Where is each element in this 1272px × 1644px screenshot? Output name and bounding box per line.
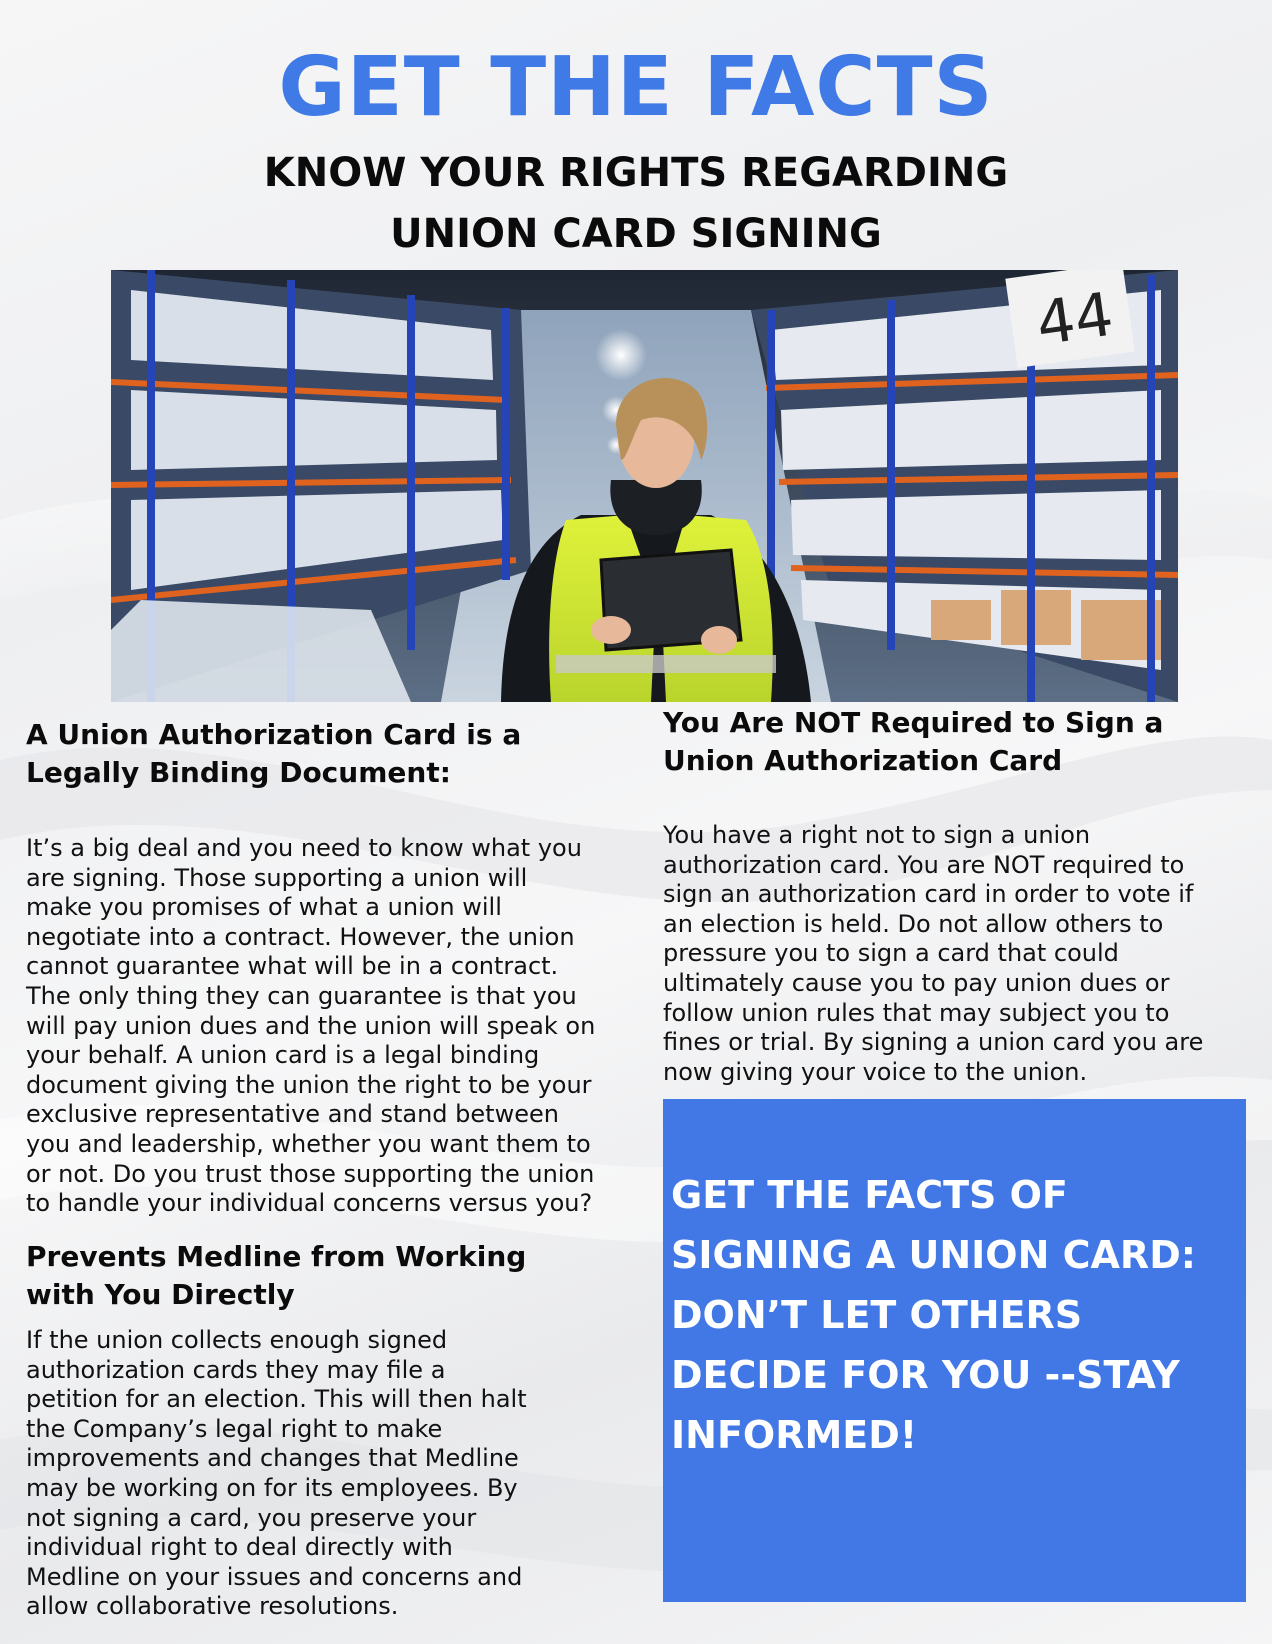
section-body-prevents-working-directly: If the union collects enough signed authorization cards they may file a petition for an election. This will then halt the Company’s legal right to make improvements and changes that Medline may be working on for its employees. By not signing a card, you preserve your individual right to deal directly with Medline on your issues and concerns and allow collaborative resolutions.	[26, 1326, 527, 1621]
section-heading-legally-binding: A Union Authorization Card is a Legally Binding Document:	[26, 718, 522, 789]
subtitle	[0, 143, 1272, 265]
callout-text: GET THE FACTS OF SIGNING A UNION CARD: DON’T LET OTHERS DECIDE FOR YOU --STAY INFORMED!	[671, 1173, 1196, 1457]
main-title: GET THE FACTS	[278, 40, 994, 135]
section-heading-not-required: You Are NOT Required to Sign a Union Authorization Card	[663, 706, 1164, 777]
callout-box	[663, 1099, 1246, 1602]
aisle-sign-number: 44	[1032, 279, 1118, 360]
subtitle-text: KNOW YOUR RIGHTS REGARDING UNION CARD SIGNING	[263, 150, 1009, 257]
section-body-not-required: You have a right not to sign a union authorization card. You are NOT required to sign an authorization card in order to vote if an election is held. Do not allow others to pressure you to sign a card that could ultimately cause you to pay union dues or follow union rules that may subject you to fines or trial. By signing a union card you are now giving your voice to the union.	[663, 821, 1204, 1086]
hero-image-warehouse-worker	[111, 270, 1178, 702]
section-body-legally-binding: It’s a big deal and you need to know what you are signing. Those supporting a union will make you promises of what a union will negotiate into a contract. However, the union cannot guarantee what will be in a contract. The only thing they can guarantee is that you will pay union dues and the union will speak on your behalf. A union card is a legal binding document giving the union the right to be your exclusive representative and stand between you and leadership, whether you want them to or not. Do you trust those supporting the union to handle your individual concerns versus you?	[26, 834, 596, 1218]
section-heading-prevents-working-directly: Prevents Medline from Working with You Directly	[26, 1240, 527, 1311]
